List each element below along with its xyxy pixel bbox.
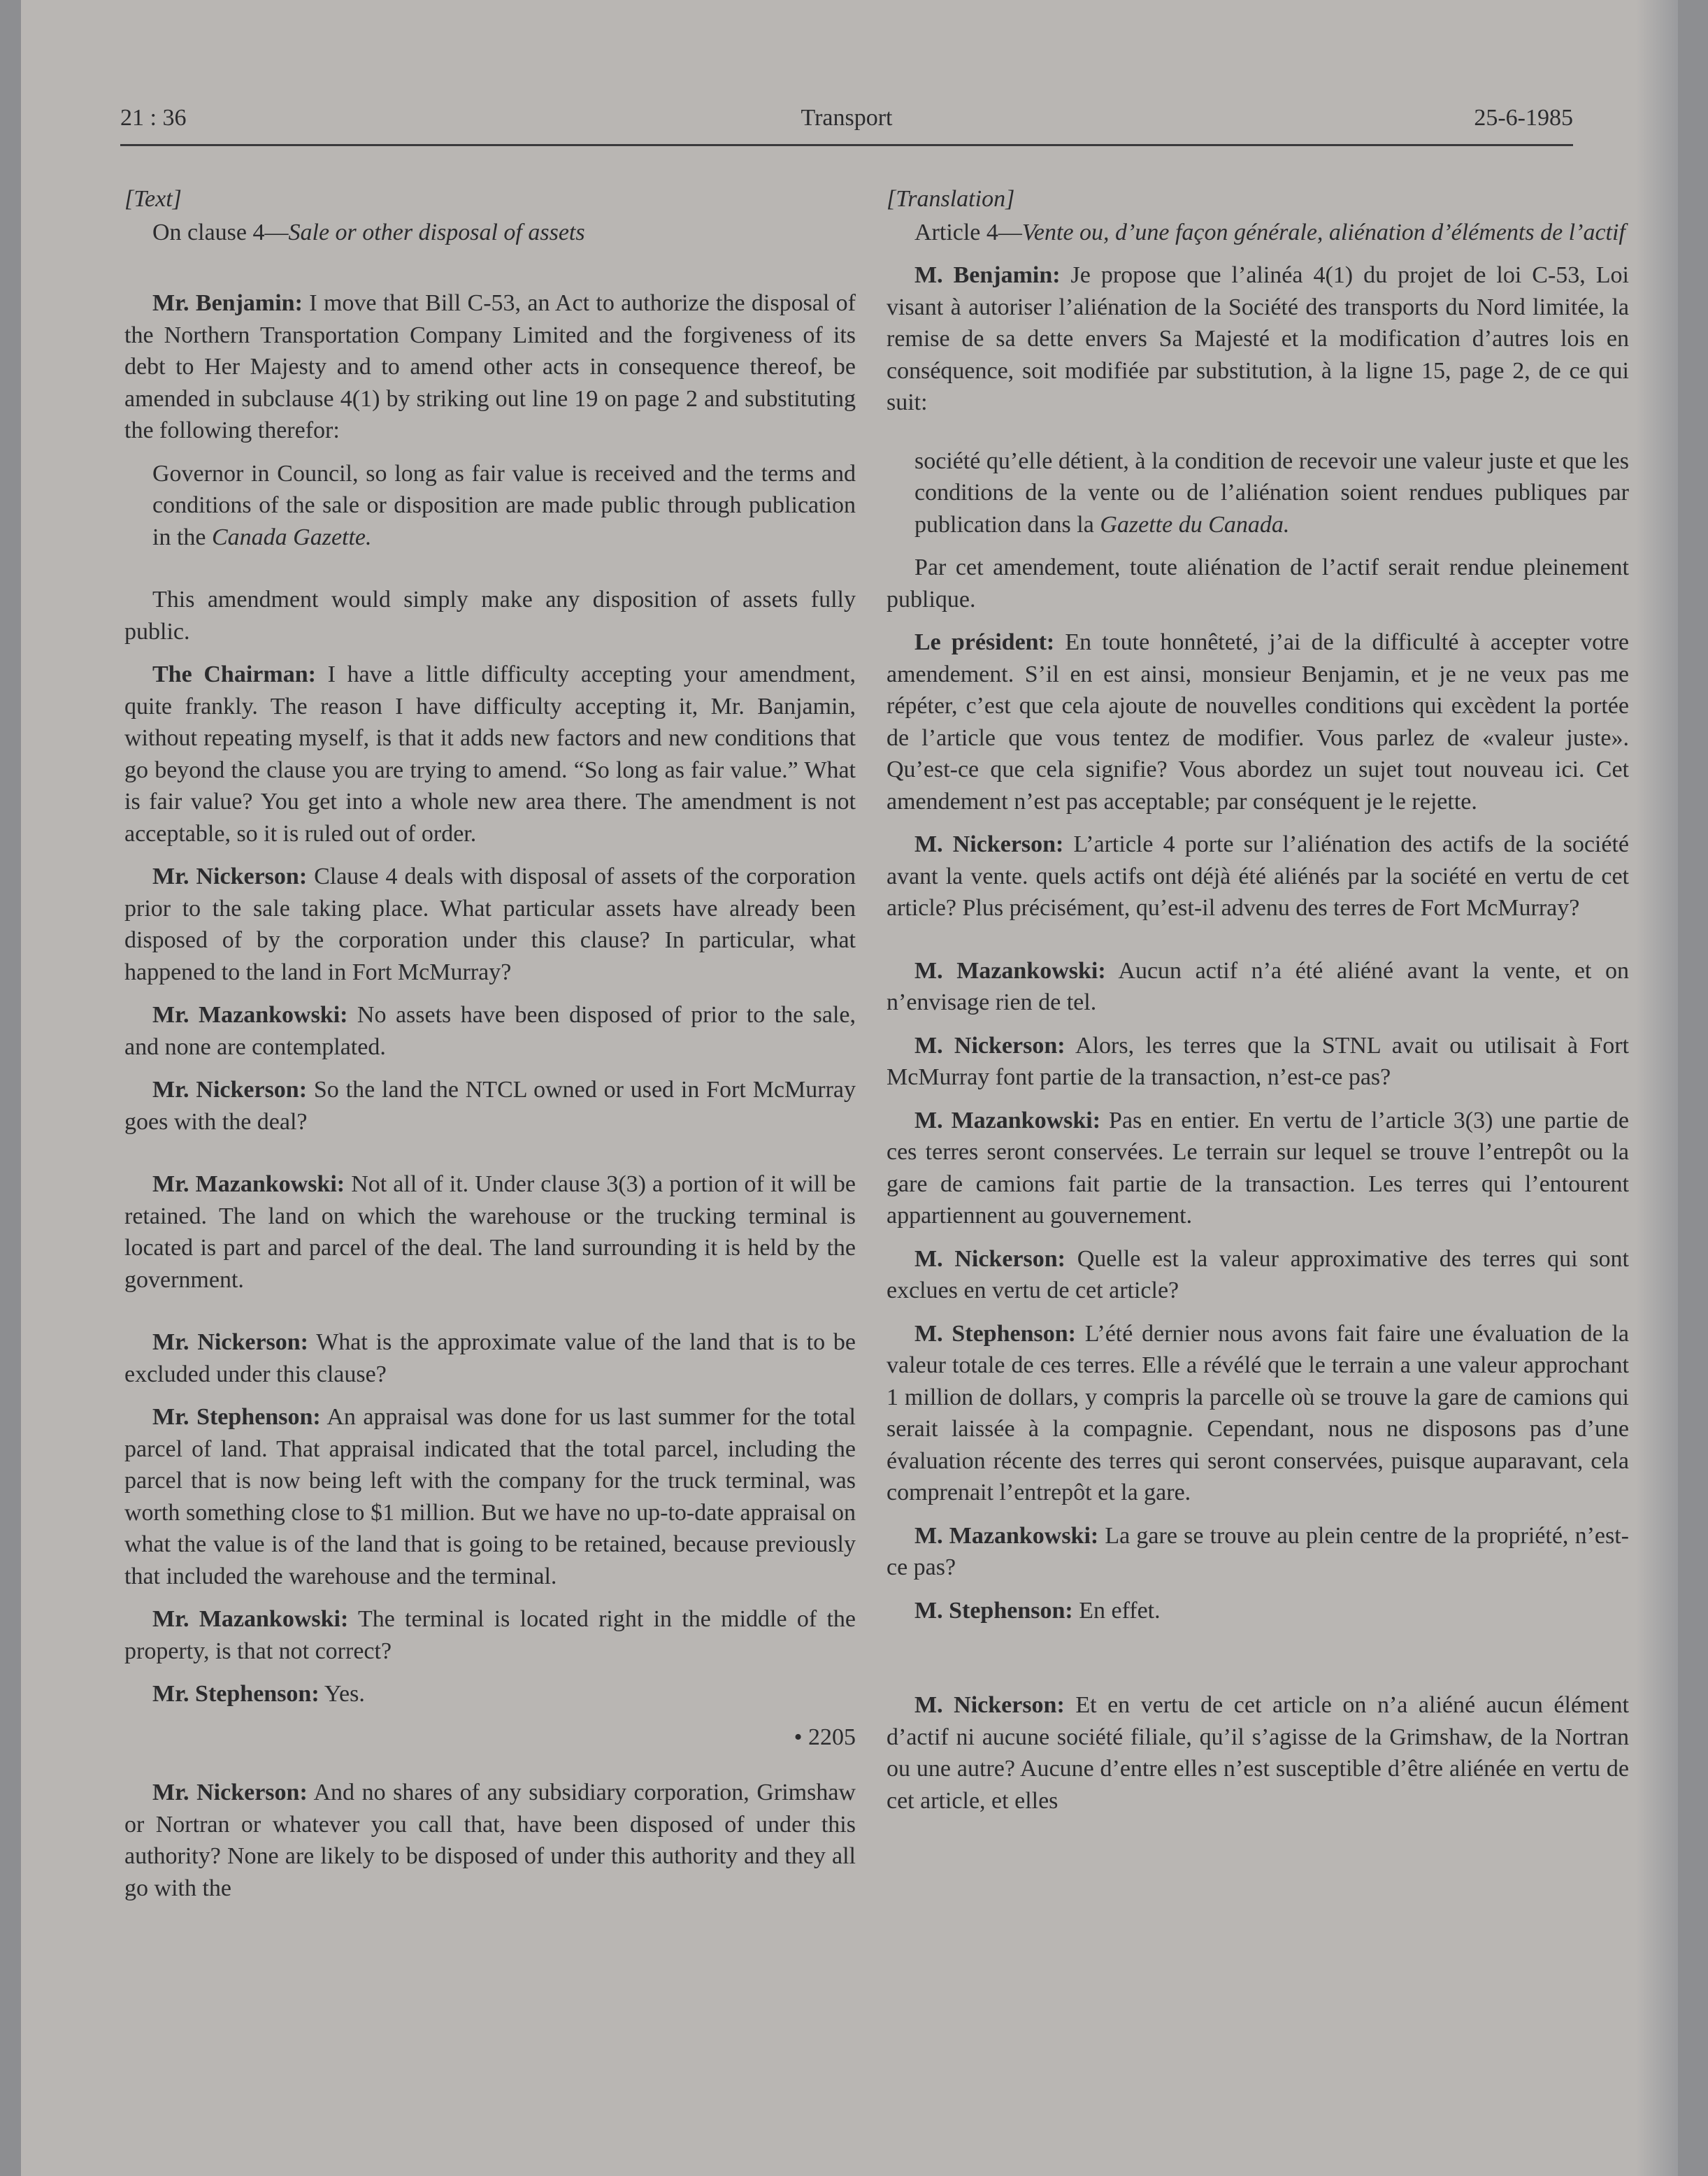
paragraph <box>124 999 856 1063</box>
paragraph <box>124 861 856 988</box>
speaker-name: M. Nickerson: <box>914 1245 1065 1272</box>
paragraph <box>887 955 1629 1019</box>
speaker-name: M. Stephenson: <box>914 1597 1073 1624</box>
speaker-name: Mr. Mazankowski: <box>152 1171 345 1197</box>
paragraph <box>124 1168 856 1296</box>
document-page <box>21 0 1678 2176</box>
paragraph <box>887 259 1629 419</box>
paragraph <box>124 1401 856 1592</box>
speaker-name: M. Nickerson: <box>914 1692 1065 1718</box>
paragraph <box>124 1326 856 1390</box>
paragraph <box>124 1678 856 1710</box>
speaker-name: Mr. Stephenson: <box>152 1404 321 1430</box>
speaker-name: The Chairman: <box>152 661 316 687</box>
speech-text: L’été dernier nous avons fait faire une évaluation de la valeur totale de ces terres. Elle a révélé que le terrain a une valeur approchant 1 million de dollars, y compris la parcelle où se trouve la gare de camions qui serait laissée à la compagnie. Cependant, nous ne disposons pas d’une évaluation récente des terres qui seront conservées, puisque auparavant, cela comprenait l’entrepôt et la gare. <box>887 1320 1629 1505</box>
amendment-quote <box>152 458 856 554</box>
speaker-name: M. Stephenson: <box>914 1320 1076 1347</box>
paragraph <box>124 659 856 850</box>
speech-text: And no shares of any subsidiary corporation, Grimshaw or Nortran or whatever you call that, have been disposed of under this authority? None are likely to be disposed of under this authority and they all go with the <box>124 1780 856 1901</box>
header-date: 25-6-1985 <box>1474 105 1573 131</box>
clause-heading <box>887 217 1629 249</box>
paragraph <box>124 1074 856 1138</box>
time-marker: • 2205 <box>794 1724 856 1750</box>
clause-heading <box>124 217 856 249</box>
speaker-name: M. Benjamin: <box>914 262 1061 288</box>
speaker-name: Mr. Stephenson: <box>152 1681 320 1707</box>
text-tag: [Text] <box>124 186 182 212</box>
speaker-name: Mr. Nickerson: <box>152 1329 309 1355</box>
french-column <box>887 183 1629 1828</box>
speaker-name: Mr. Nickerson: <box>152 1077 308 1103</box>
speech-text: The terminal is located right in the middle of the property, is that not correct? <box>124 1606 856 1664</box>
speech-text: Et en vertu de cet article on n’a aliéné aucun élément d’actif ni aucune société filiale, qu’il s’agisse de la Grimshaw, de la Nortran ou une autre? Aucune d’entre elles n’est susceptible d’être aliénée en vertu de cet article, et elles <box>887 1692 1629 1814</box>
speech-text: En toute honnêteté, j’ai de la difficulté à accepter votre amendement. S’il en est ainsi, monsieur Benjamin, et je ne veux pas me répéter, c’est que cela ajoute de nouvelles conditions qui excèdent la portée de l’article que vous tentez de modifier. Vous parlez de «valeur juste». Qu’est-ce que cela signifie? Vous abordez un sujet tout nouveau ici. Cet amendement n’est pas acceptable; par conséquent je le rejette. <box>887 629 1629 815</box>
speaker-name: M. Mazankowski: <box>914 1522 1099 1549</box>
speaker-name: Mr. Benjamin: <box>152 290 303 316</box>
english-column <box>124 183 856 1915</box>
speech-text: Clause 4 deals with disposal of assets of the corporation prior to the sale taking place. What particular assets have already been disposed of by the corporation under this clause? In particular, what happened to the land in Fort McMurray? <box>124 864 856 985</box>
speech-text: Aucun actif n’a été aliéné avant la vente, et on n’envisage rien de tel. <box>887 957 1629 1015</box>
paragraph <box>887 1105 1629 1232</box>
translation-tag: [Translation] <box>887 186 1015 212</box>
speech-text: What is the approximate value of the land that is to be excluded under this clause? <box>124 1329 856 1387</box>
clause-title: Sale or other disposal of assets <box>288 219 585 245</box>
paragraph <box>887 1520 1629 1584</box>
paragraph <box>887 1689 1629 1817</box>
speech-text: La gare se trouve au plein centre de la propriété, n’est-ce pas? <box>887 1522 1630 1580</box>
speaker-name: Le président: <box>914 629 1055 655</box>
speech-text: Pas en entier. En vertu de l’article 3(3) une partie de ces terres seront conservées. Le terrain sur lequel se trouve l’entrepôt ou la gare de camions fait partie de la transaction. Les terres qui l’entourent appartiennent au gouvernement. <box>887 1107 1629 1229</box>
quote-italic: Gazette du Canada. <box>1100 511 1290 538</box>
speech-text: I have a little difficulty accepting your amendment, quite frankly. The reason I have difficulty accepting it, Mr. Banjamin, without repeating myself, is that it adds new factors and new conditions that go beyond the clause you are trying to amend. “So long as fair value.” What is fair value? You get into a whole new area there. The amendment is not acceptable, so it is ruled out of order. <box>124 661 856 847</box>
paragraph <box>887 829 1629 924</box>
running-header <box>120 105 1573 140</box>
quote-text: société qu’elle détient, à la condition de recevoir une valeur juste et que les conditions de la vente ou de l’aliénation soient rendues publiques par publication dans la <box>914 448 1629 538</box>
paragraph <box>124 287 856 447</box>
speaker-name: M. Nickerson: <box>914 1032 1065 1059</box>
speech-text: Yes. <box>319 1681 365 1707</box>
paragraph <box>887 1318 1629 1509</box>
paragraph <box>887 1243 1629 1307</box>
speaker-name: M. Nickerson: <box>914 831 1064 857</box>
speech-text: Not all of it. Under clause 3(3) a portion of it will be retained. The land on which the warehouse or the trucking terminal is located is part and parcel of the deal. The land surrounding it is held by the government. <box>124 1171 856 1293</box>
speaker-name: Mr. Mazankowski: <box>152 1002 348 1028</box>
speaker-name: M. Mazankowski: <box>914 1107 1101 1133</box>
speaker-name: M. Mazankowski: <box>914 957 1106 984</box>
paragraph <box>887 552 1629 615</box>
speech-text: This amendment would simply make any disposition of assets fully public. <box>124 587 856 645</box>
speech-text: I move that Bill C-53, an Act to authorize the disposal of the Northern Transportation Company Limited and the forgiveness of its debt to Her Majesty and to amend other acts in consequence thereof, be amended in subclause 4(1) by striking out line 19 on page 2 and substituting the following therefor: <box>124 290 856 443</box>
speech-text: No assets have been disposed of prior to the sale, and none are contemplated. <box>124 1002 856 1060</box>
speaker-name: Mr. Mazankowski: <box>152 1606 349 1632</box>
clause-prefix: On clause 4— <box>152 219 289 245</box>
paragraph <box>124 1777 856 1904</box>
paragraph <box>124 1603 856 1667</box>
page-edge-shadow <box>1636 0 1678 2176</box>
page-number: 21 : 36 <box>120 105 187 131</box>
speaker-name: Mr. Nickerson: <box>152 1780 308 1805</box>
amendment-quote <box>914 445 1629 541</box>
clause-title: Vente ou, d’une façon générale, aliénation d’éléments de l’actif <box>1021 219 1626 245</box>
speech-text: Alors, les terres que la STNL avait ou utilisait à Fort McMurray font partie de la transaction, n’est-ce pas? <box>887 1032 1629 1090</box>
clause-prefix: Article 4— <box>914 219 1022 245</box>
committee-name: Transport <box>801 105 893 131</box>
speech-text: Quelle est la valeur approximative des terres qui sont exclues en vertu de cet article? <box>887 1245 1629 1303</box>
paragraph <box>124 584 856 647</box>
header-rule <box>120 144 1573 146</box>
quote-italic: Canada Gazette. <box>211 524 372 550</box>
speech-text: En effet. <box>1072 1597 1161 1624</box>
quote-text: Governor in Council, so long as fair value is received and the terms and conditions of the sale or disposition are made public through publication in the <box>152 460 856 550</box>
speech-text: An appraisal was done for us last summer for the total parcel of land. That appraisal indicated that the total parcel, including the parcel that is now being left with the company for the truck terminal, was worth something close to $1 million. But we have no up-to-date appraisal on what the value is of the land that is going to be retained, because previously that included the warehouse and the terminal. <box>124 1404 856 1589</box>
paragraph <box>887 1030 1629 1094</box>
speech-text: L’article 4 porte sur l’aliénation des actifs de la société avant la vente. quels actifs ont déjà été aliénés par la société en vertu de cet article? Plus précisément, qu’est-il advenu des terres de Fort McMurray? <box>887 831 1629 921</box>
speech-text: Par cet amendement, toute aliénation de l’actif serait rendue pleinement publique. <box>887 554 1629 613</box>
paragraph <box>887 1595 1629 1627</box>
speech-text: So the land the NTCL owned or used in Fort McMurray goes with the deal? <box>124 1077 856 1135</box>
speech-text: Je propose que l’alinéa 4(1) du projet de loi C-53, Loi visant à autoriser l’aliénation de la Société des transports du Nord limitée, la remise de sa dette envers Sa Majesté et la modification d’autres lois en conséquence, soit modifiée par substitution, à la ligne 15, page 2, de ce qui suit: <box>887 262 1630 415</box>
speaker-name: Mr. Nickerson: <box>152 864 308 889</box>
paragraph <box>887 627 1629 817</box>
